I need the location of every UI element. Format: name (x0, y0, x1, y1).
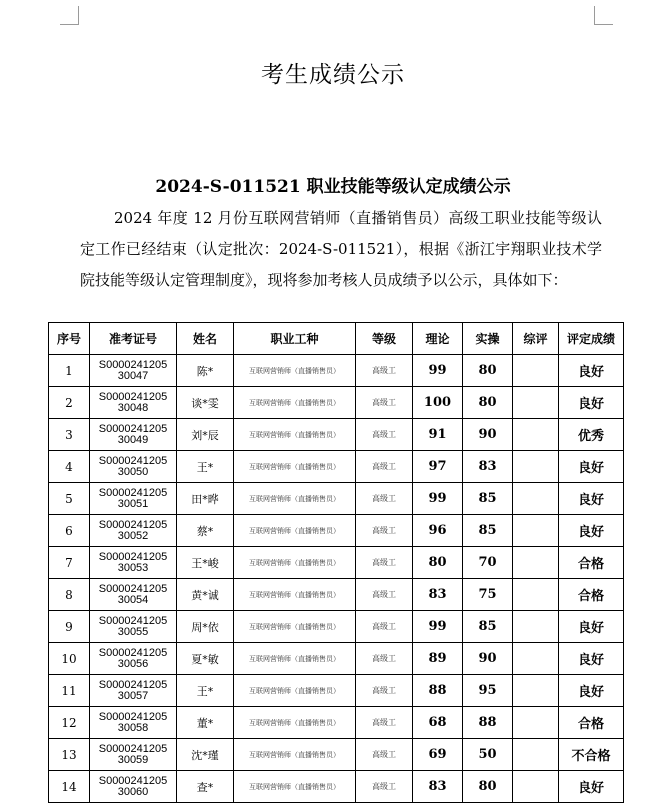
cell-exam-id (90, 515, 177, 547)
page-title: 考生成绩公示 (261, 62, 405, 88)
header-theory: 理论 (413, 323, 463, 355)
cell-name: 田*晔 (177, 483, 234, 515)
cell-result: 良好 (559, 451, 624, 483)
exam-id-line-2: 30049 (117, 433, 149, 446)
cell-exam-id (90, 771, 177, 803)
cell-result: 良好 (559, 643, 624, 675)
header-name: 姓名 (177, 323, 234, 355)
cell-practice: 83 (463, 451, 513, 483)
cell-theory: 97 (413, 451, 463, 483)
cell-exam-id (90, 675, 177, 707)
cell-overall (513, 611, 559, 643)
cell-level: 高级工 (356, 483, 413, 515)
exam-id-line-1: S0000241205 (98, 518, 168, 531)
cell-result: 不合格 (559, 739, 624, 771)
exam-id-line-2: 30056 (117, 657, 149, 670)
cell-name: 沈*瑾 (177, 739, 234, 771)
cell-exam-id (90, 355, 177, 387)
cell-exam-id (90, 739, 177, 771)
cell-practice: 80 (463, 355, 513, 387)
cell-occupation: 互联网营销师（直播销售员） (234, 643, 356, 675)
header-practice: 实操 (463, 323, 513, 355)
cell-exam-id (90, 643, 177, 675)
cell-name: 查* (177, 771, 234, 803)
intro-paragraph: 2024 年度 12 月份互联网营销师（直播销售员）高级工职业技能等级认定工作已经结束（认定批次：2024-S-011521），根据《浙江宇翔职业技术学院技能等级认定管理制度》，现将参加考核人员成绩予以公示，具体如下： (80, 209, 602, 289)
table-row (49, 515, 624, 547)
cell-occupation: 互联网营销师（直播销售员） (234, 355, 356, 387)
cell-theory: 68 (413, 707, 463, 739)
cell-result: 良好 (559, 387, 624, 419)
cell-practice: 85 (463, 515, 513, 547)
table-row (49, 643, 624, 675)
table-row (49, 387, 624, 419)
cell-result: 合格 (559, 547, 624, 579)
cell-index: 4 (49, 451, 90, 483)
table-row (49, 739, 624, 771)
cell-exam-id (90, 451, 177, 483)
exam-id-line-2: 30047 (117, 369, 149, 382)
cell-theory: 99 (413, 483, 463, 515)
exam-id-line-1: S0000241205 (98, 582, 168, 595)
cell-overall (513, 675, 559, 707)
cell-index: 6 (49, 515, 90, 547)
cell-name: 陈* (177, 355, 234, 387)
cell-result: 合格 (559, 707, 624, 739)
cell-practice: 85 (463, 483, 513, 515)
cell-level: 高级工 (356, 451, 413, 483)
cell-level: 高级工 (356, 387, 413, 419)
cell-exam-id (90, 547, 177, 579)
cell-name: 谈*雯 (177, 387, 234, 419)
cell-theory: 69 (413, 739, 463, 771)
cell-overall (513, 739, 559, 771)
cell-result: 优秀 (559, 419, 624, 451)
cell-level: 高级工 (356, 707, 413, 739)
header-exam-id: 准考证号 (90, 323, 177, 355)
cell-index: 12 (49, 707, 90, 739)
exam-id-line-2: 30054 (117, 593, 149, 606)
exam-id-line-2: 30052 (117, 529, 149, 542)
cell-overall (513, 451, 559, 483)
cell-level: 高级工 (356, 675, 413, 707)
cell-theory: 96 (413, 515, 463, 547)
cell-occupation: 互联网营销师（直播销售员） (234, 515, 356, 547)
cell-name: 王* (177, 451, 234, 483)
cell-occupation: 互联网营销师（直播销售员） (234, 579, 356, 611)
cell-theory: 99 (413, 611, 463, 643)
exam-id-line-1: S0000241205 (98, 614, 168, 627)
cell-practice: 80 (463, 387, 513, 419)
table-row (49, 771, 624, 803)
cell-occupation: 互联网营销师（直播销售员） (234, 611, 356, 643)
cell-occupation: 互联网营销师（直播销售员） (234, 675, 356, 707)
cell-level: 高级工 (356, 515, 413, 547)
cell-name: 王*峻 (177, 547, 234, 579)
table-row (49, 611, 624, 643)
cell-result: 良好 (559, 515, 624, 547)
cell-overall (513, 771, 559, 803)
exam-id-line-1: S0000241205 (98, 710, 168, 723)
header-result: 评定成绩 (559, 323, 624, 355)
cell-level: 高级工 (356, 579, 413, 611)
cell-index: 8 (49, 579, 90, 611)
cell-index: 7 (49, 547, 90, 579)
exam-id-line-2: 30058 (117, 721, 149, 734)
cell-overall (513, 483, 559, 515)
score-table (48, 322, 624, 803)
cell-name: 夏*敏 (177, 643, 234, 675)
exam-id-line-1: S0000241205 (98, 678, 168, 691)
page-corner-mark-right (594, 6, 613, 25)
header-overall: 综评 (513, 323, 559, 355)
cell-index: 11 (49, 675, 90, 707)
cell-theory: 91 (413, 419, 463, 451)
cell-occupation: 互联网营销师（直播销售员） (234, 387, 356, 419)
cell-practice: 70 (463, 547, 513, 579)
cell-occupation: 互联网营销师（直播销售员） (234, 771, 356, 803)
cell-occupation: 互联网营销师（直播销售员） (234, 547, 356, 579)
exam-id-line-1: S0000241205 (98, 742, 168, 755)
exam-id-line-1: S0000241205 (98, 358, 168, 371)
exam-id-line-1: S0000241205 (98, 646, 168, 659)
cell-practice: 95 (463, 675, 513, 707)
page-corner-mark-left (60, 6, 79, 25)
table-header-row (49, 323, 624, 355)
cell-occupation: 互联网营销师（直播销售员） (234, 419, 356, 451)
exam-id-line-2: 30060 (117, 785, 149, 798)
cell-index: 3 (49, 419, 90, 451)
cell-level: 高级工 (356, 547, 413, 579)
cell-occupation: 互联网营销师（直播销售员） (234, 451, 356, 483)
exam-id-line-1: S0000241205 (98, 390, 168, 403)
cell-level: 高级工 (356, 771, 413, 803)
cell-practice: 88 (463, 707, 513, 739)
exam-id-line-2: 30055 (117, 625, 149, 638)
exam-id-line-1: S0000241205 (98, 422, 168, 435)
cell-index: 13 (49, 739, 90, 771)
exam-id-line-2: 30050 (117, 465, 149, 478)
table-row (49, 579, 624, 611)
header-level: 等级 (356, 323, 413, 355)
exam-id-line-2: 30057 (117, 689, 149, 702)
document-heading: 2024-S-011521 职业技能等级认定成绩公示 (155, 177, 511, 197)
cell-result: 合格 (559, 579, 624, 611)
cell-practice: 90 (463, 419, 513, 451)
table-row (49, 355, 624, 387)
cell-overall (513, 579, 559, 611)
table-row (49, 451, 624, 483)
cell-index: 9 (49, 611, 90, 643)
cell-level: 高级工 (356, 739, 413, 771)
cell-theory: 83 (413, 771, 463, 803)
cell-overall (513, 643, 559, 675)
cell-practice: 75 (463, 579, 513, 611)
cell-name: 刘*辰 (177, 419, 234, 451)
cell-index: 2 (49, 387, 90, 419)
cell-overall (513, 515, 559, 547)
table-row (49, 707, 624, 739)
cell-practice: 50 (463, 739, 513, 771)
exam-id-line-2: 30059 (117, 753, 149, 766)
cell-name: 蔡* (177, 515, 234, 547)
exam-id-line-2: 30051 (117, 497, 149, 510)
table-row (49, 675, 624, 707)
exam-id-line-1: S0000241205 (98, 486, 168, 499)
cell-occupation: 互联网营销师（直播销售员） (234, 739, 356, 771)
cell-index: 5 (49, 483, 90, 515)
cell-overall (513, 547, 559, 579)
cell-exam-id (90, 579, 177, 611)
cell-name: 周*依 (177, 611, 234, 643)
cell-exam-id (90, 707, 177, 739)
cell-theory: 100 (413, 387, 463, 419)
cell-level: 高级工 (356, 643, 413, 675)
cell-index: 10 (49, 643, 90, 675)
cell-exam-id (90, 611, 177, 643)
header-index: 序号 (49, 323, 90, 355)
cell-theory: 99 (413, 355, 463, 387)
exam-id-line-1: S0000241205 (98, 550, 168, 563)
table-row (49, 547, 624, 579)
cell-exam-id (90, 387, 177, 419)
cell-name: 董* (177, 707, 234, 739)
cell-occupation: 互联网营销师（直播销售员） (234, 707, 356, 739)
cell-practice: 85 (463, 611, 513, 643)
cell-result: 良好 (559, 483, 624, 515)
cell-overall (513, 387, 559, 419)
cell-level: 高级工 (356, 611, 413, 643)
exam-id-line-2: 30053 (117, 561, 149, 574)
table-row (49, 419, 624, 451)
cell-theory: 80 (413, 547, 463, 579)
cell-result: 良好 (559, 771, 624, 803)
cell-theory: 89 (413, 643, 463, 675)
cell-theory: 83 (413, 579, 463, 611)
cell-exam-id (90, 483, 177, 515)
cell-practice: 80 (463, 771, 513, 803)
cell-name: 王* (177, 675, 234, 707)
exam-id-line-1: S0000241205 (98, 774, 168, 787)
cell-index: 1 (49, 355, 90, 387)
cell-occupation: 互联网营销师（直播销售员） (234, 483, 356, 515)
cell-name: 黄*诚 (177, 579, 234, 611)
cell-exam-id (90, 419, 177, 451)
exam-id-line-1: S0000241205 (98, 454, 168, 467)
cell-overall (513, 419, 559, 451)
cell-result: 良好 (559, 355, 624, 387)
cell-overall (513, 707, 559, 739)
cell-index: 14 (49, 771, 90, 803)
cell-overall (513, 355, 559, 387)
cell-result: 良好 (559, 611, 624, 643)
cell-theory: 88 (413, 675, 463, 707)
cell-level: 高级工 (356, 355, 413, 387)
cell-result: 良好 (559, 675, 624, 707)
exam-id-line-2: 30048 (117, 401, 149, 414)
cell-level: 高级工 (356, 419, 413, 451)
cell-practice: 90 (463, 643, 513, 675)
table-row (49, 483, 624, 515)
header-occupation: 职业工种 (234, 323, 356, 355)
